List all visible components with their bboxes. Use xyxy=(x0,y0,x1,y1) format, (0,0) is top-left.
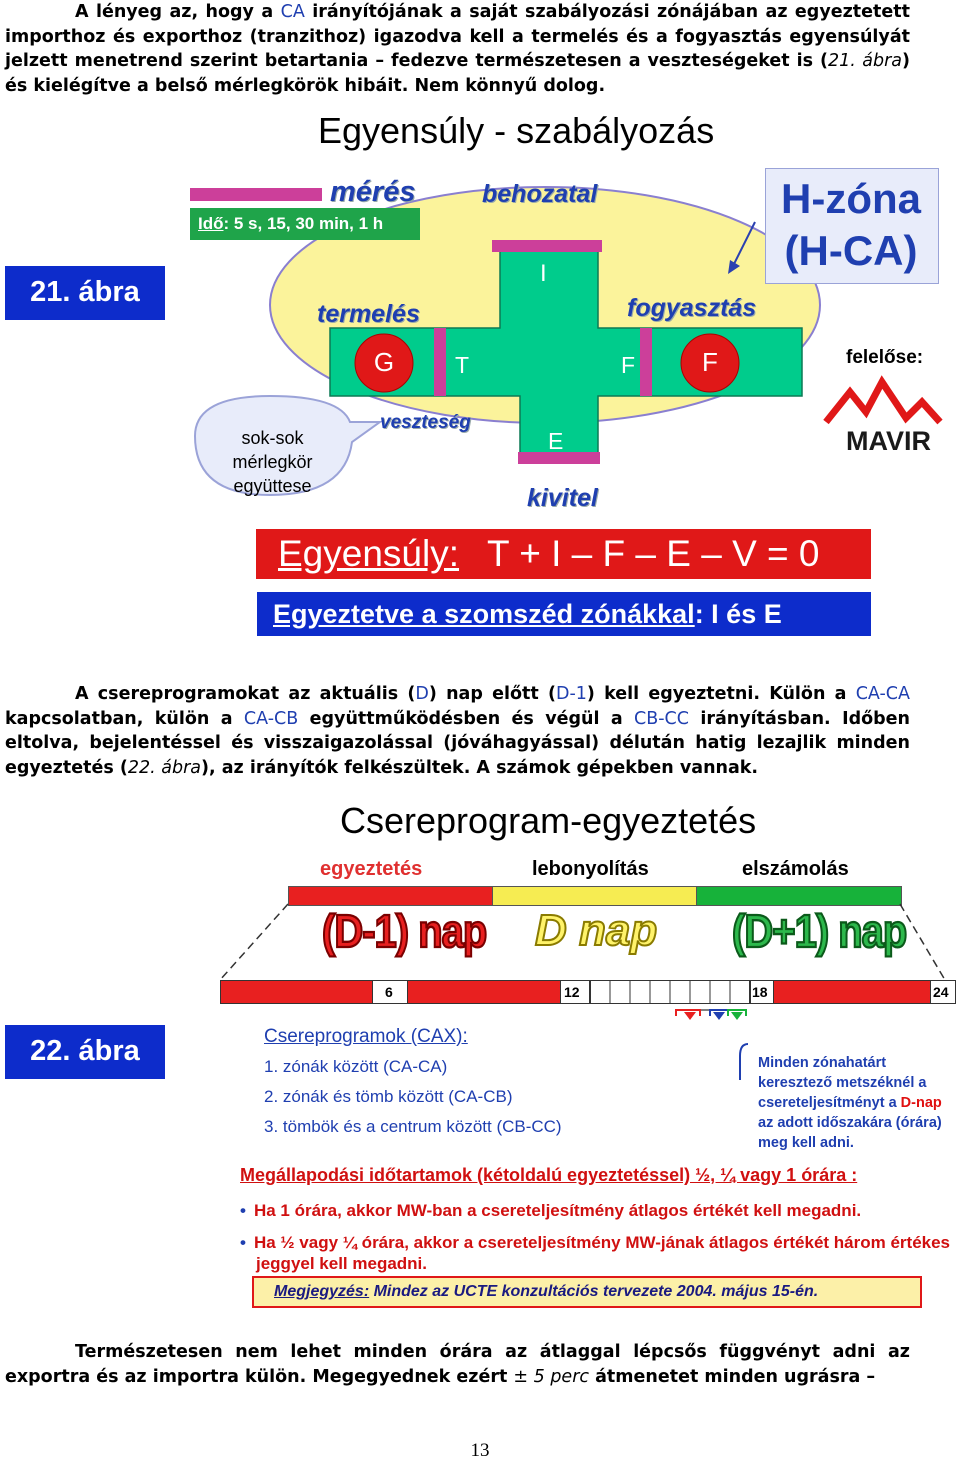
fig21-title: Egyensúly - szabályozás xyxy=(318,110,715,151)
hour-18: 18 xyxy=(752,984,768,1000)
hour-6: 6 xyxy=(385,984,393,1000)
intro-paragraph: A lényeg az, hogy a CA irányítójának a saját szabályozási zónájában az egyeztetett importhoz és exporthoz (tranzithoz) igazodva kell a termelés és a fogyasztás egyensúlyát jelzett menetrend szerint betartania – fedezve természetesen a veszteségeket is (21. ábra) és kielégítve a belső mérlegkörök hibáit. Nem könnyű dolog. xyxy=(5,2,910,96)
fig21-label: 21. ábra xyxy=(5,266,165,320)
behozatal-label: behozatal xyxy=(482,180,598,208)
cax-item-3: 3. tömbök és a centrum között (CB-CC) xyxy=(264,1117,562,1136)
sync-box: Egyeztetve a szomszéd zónákkal: I és E xyxy=(257,592,871,636)
g-letter: G xyxy=(373,347,395,377)
phase-2-label: lebonyolítás xyxy=(532,858,649,880)
timeline-ticks xyxy=(590,980,750,1004)
hzone-line2: (H-CA) xyxy=(784,227,918,274)
equation-box: Egyensúly: T + I – F – E – V = 0 xyxy=(256,529,871,579)
zone-note: Minden zónahatárt keresztező metszéknél a csereteljesítményt a D-nap az adott időszakára (órára) meg kell adni. xyxy=(758,1055,942,1151)
phase-1-label: egyeztetés xyxy=(320,858,423,880)
paragraph-2: A csereprogramokat az aktuális (D) nap előtt (D-1) kell egyeztetni. Külön a CA-CA kapcsolatban, külön a CA-CB együttműködésben és végül a CB-CC irányításban. Időben eltolva, bejelentéssel és visszaigazolással (jóváhagyással) délután hatig lezajlik minden egyeztetés (22. ábra), az irányítók felkészültek. A számok gépekben vannak. xyxy=(5,684,910,778)
day-plus-1-label: (D+1) nap xyxy=(732,906,907,958)
fig22-title: Csereprogram-egyeztetés xyxy=(340,800,757,841)
mavir-wordmark: MAVIR xyxy=(846,426,931,456)
felelose-label: felelőse: xyxy=(846,347,924,368)
cax-item-2: 2. zónák és tömb között (CA-CB) xyxy=(264,1087,513,1106)
phase-3-label: elszámolás xyxy=(742,858,849,880)
t-letter: T xyxy=(455,352,470,378)
agreement-title: Megállapodási időtartamok (kétoldalú egyeztetéssel) ½, ¼ vagy 1 órára : xyxy=(240,1165,858,1185)
vesztesseg-label: veszteség xyxy=(380,412,471,433)
e-letter: E xyxy=(548,428,564,454)
fogyasztas-label: fogyasztás xyxy=(627,294,757,322)
bullet-2: • Ha ½ vagy ¼ órára, akkor a csereteljesítmény MW-jának átlagos értékét három értékes jeggyel kell megadni. xyxy=(240,1233,951,1273)
hour-12: 12 xyxy=(564,984,580,1000)
day-minus-1-label: (D-1) nap xyxy=(322,906,487,958)
day-d-label: D nap xyxy=(535,906,658,955)
hour-24: 24 xyxy=(933,984,949,1000)
cax-item-1: 1. zónák között (CA-CA) xyxy=(264,1057,448,1076)
hzone-line1: H-zóna xyxy=(781,175,921,222)
fig22-label: 22. ábra xyxy=(5,1025,165,1079)
termeles-label: termelés xyxy=(317,300,420,328)
bullet-1: • Ha 1 órára, akkor MW-ban a csereteljesítmény átlagos értékét kell megadni. xyxy=(240,1201,862,1220)
f-circle-letter: F xyxy=(702,347,718,377)
v-letter: V xyxy=(483,420,498,443)
f-letter: F xyxy=(621,352,636,378)
cax-title: Csereprogramok (CAX): xyxy=(264,1026,468,1047)
mavir-logo-icon xyxy=(826,382,940,422)
paragraph-3: Természetesen nem lehet minden órára az átlaggal lépcsős függvényt adni az exportra és az importra külön. Megegyednek ezért ± 5 perc átmenetet minden ugrásra – xyxy=(5,1342,910,1387)
meres-label: mérés xyxy=(330,176,416,208)
i-letter: I xyxy=(540,260,547,287)
kivitel-label: kivitel xyxy=(527,484,598,512)
remark-box: Megjegyzés: Mindez az UCTE konzultációs tervezete 2004. május 15-én. xyxy=(252,1276,922,1308)
page-number: 13 xyxy=(470,1440,490,1461)
ido-box: Idő: 5 s, 15, 30 min, 1 h xyxy=(190,208,420,240)
bubble-text: sok-sok mérlegkör együttese xyxy=(232,428,313,496)
